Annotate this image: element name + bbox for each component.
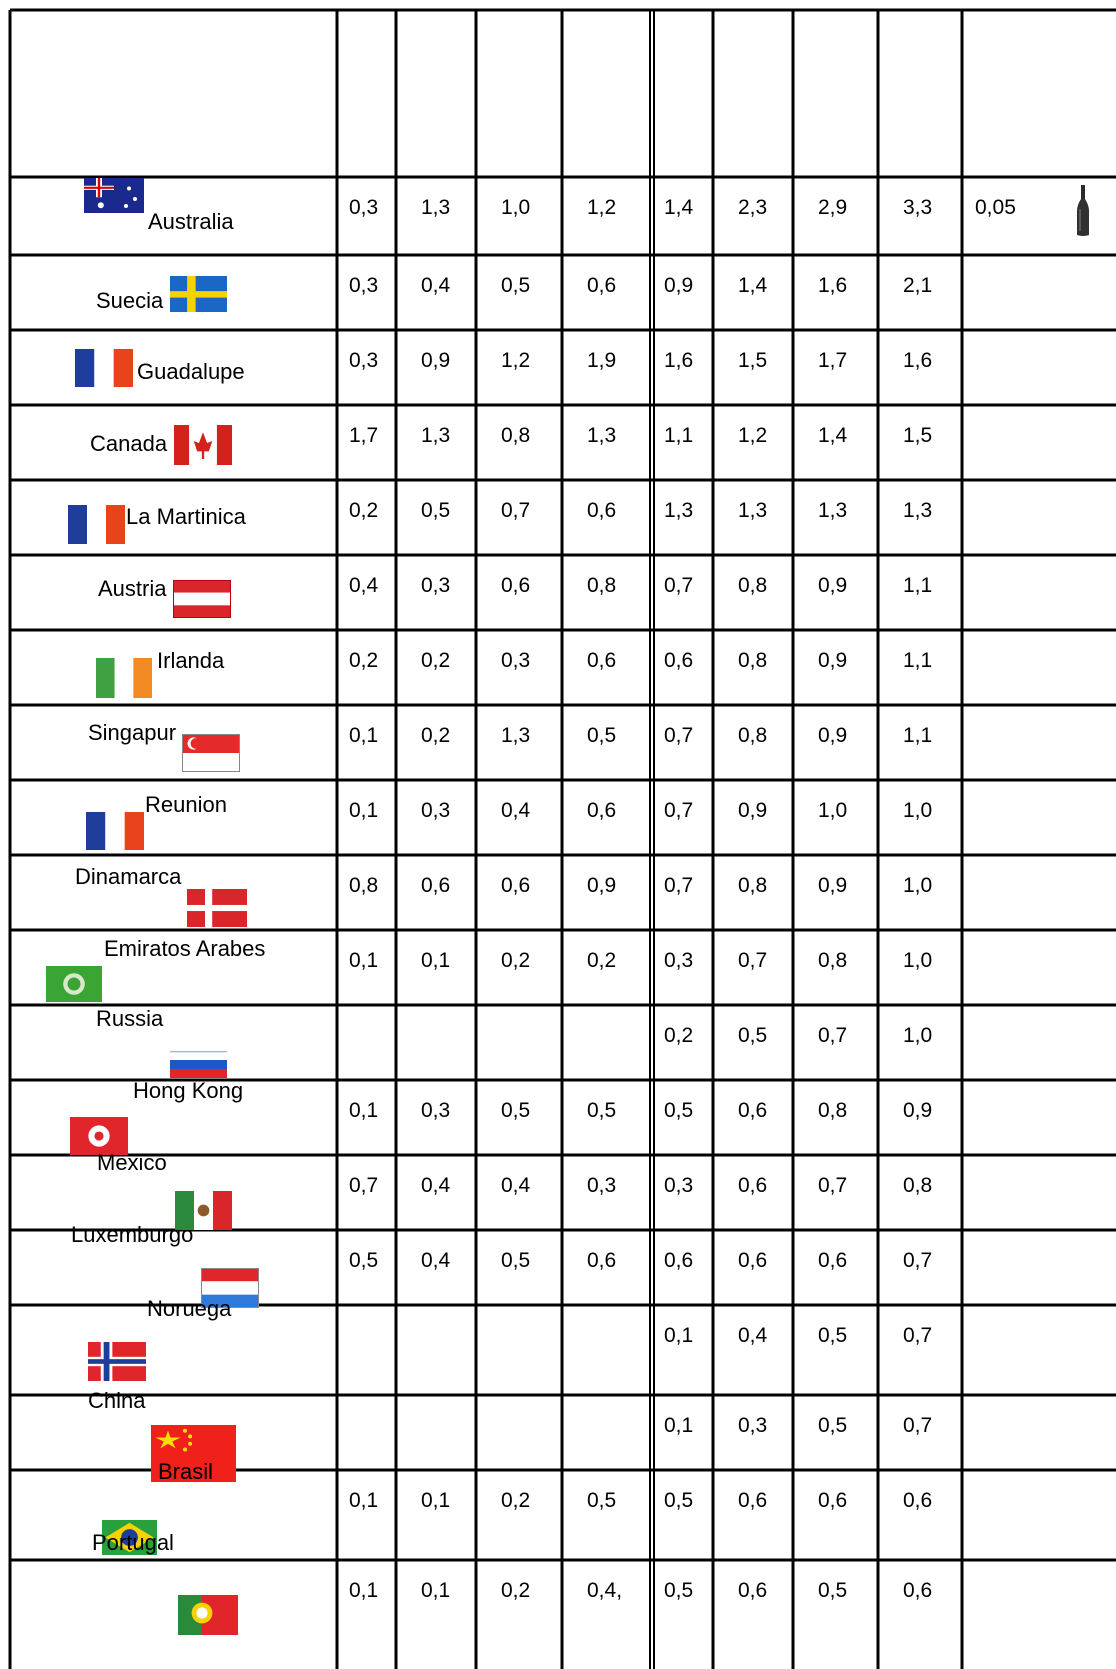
france-flag-icon xyxy=(86,812,144,850)
value-cell: 1,0 xyxy=(903,799,933,822)
value-cell: 0,3 xyxy=(349,196,379,219)
value-cell: 0,7 xyxy=(903,1324,933,1347)
country-name: Hong Kong xyxy=(133,1078,244,1103)
value-cell: 1,0 xyxy=(903,1024,933,1047)
value-cell: 2,1 xyxy=(903,274,933,297)
wine-bottle-icon xyxy=(1076,185,1090,242)
value-cell: 1,1 xyxy=(903,649,933,672)
value-cell: 0,7 xyxy=(818,1174,848,1197)
value-cell: 0,8 xyxy=(738,724,768,747)
country-name: Guadalupe xyxy=(137,359,245,384)
value-cell: 0,4, xyxy=(587,1579,623,1602)
value-cell: 0,6 xyxy=(738,1174,768,1197)
value-cell: 0,3 xyxy=(349,349,379,372)
value-cell: 0,7 xyxy=(501,499,531,522)
portugal-flag-icon xyxy=(178,1595,238,1635)
value-cell: 0,7 xyxy=(738,949,768,972)
value-cell: 0,8 xyxy=(903,1174,933,1197)
value-cell: 1,3 xyxy=(664,499,694,522)
value-cell: 0,2 xyxy=(501,1489,531,1512)
value-cell: 0,5 xyxy=(818,1324,848,1347)
value-cell: 0,5 xyxy=(664,1099,694,1122)
value-cell: 0,3 xyxy=(421,799,451,822)
value-cell: 0,6 xyxy=(903,1579,933,1602)
value-cell: 0,6 xyxy=(738,1099,768,1122)
value-cell: 0,4 xyxy=(421,1174,451,1197)
russia-flag-icon xyxy=(170,1051,227,1078)
value-cell: 1,9 xyxy=(587,349,617,372)
value-cell: 0,6 xyxy=(421,874,451,897)
value-cell: 0,1 xyxy=(421,949,451,972)
value-cell: 0,8 xyxy=(349,874,379,897)
value-cell: 0,8 xyxy=(501,424,531,447)
value-cell: 0,5 xyxy=(501,274,531,297)
country-name: Mexico xyxy=(97,1150,167,1175)
value-cell: 0,1 xyxy=(349,799,379,822)
value-cell: 1,4 xyxy=(818,424,848,447)
value-cell: 1,1 xyxy=(903,724,933,747)
value-cell: 0,6 xyxy=(903,1489,933,1512)
norway-flag-icon xyxy=(88,1342,146,1381)
value-cell: 0,4 xyxy=(501,799,531,822)
value-cell: 0,6 xyxy=(501,574,531,597)
value-cell: 1,3 xyxy=(903,499,933,522)
value-cell: 0,1 xyxy=(349,1579,379,1602)
singapore-flag-icon xyxy=(182,734,240,772)
value-cell: 0,2 xyxy=(587,949,617,972)
value-cell: 0,2 xyxy=(421,724,451,747)
value-cell: 0,3 xyxy=(664,1174,694,1197)
value-cell: 0,4 xyxy=(501,1174,531,1197)
australia-flag-icon xyxy=(84,178,144,213)
value-cell: 0,6 xyxy=(587,274,617,297)
value-cell: 0,7 xyxy=(664,799,694,822)
value-cell: 3,3 xyxy=(903,196,933,219)
country-name: Noruega xyxy=(147,1296,232,1321)
country-name: Russia xyxy=(96,1006,164,1031)
value-cell: 0,7 xyxy=(664,574,694,597)
value-cell: 0,5 xyxy=(818,1414,848,1437)
value-cell: 1,3 xyxy=(587,424,617,447)
value-cell: 0,1 xyxy=(664,1324,694,1347)
value-cell: 0,6 xyxy=(587,649,617,672)
value-cell: 0,6 xyxy=(587,1249,617,1272)
value-cell: 0,1 xyxy=(664,1414,694,1437)
value-cell: 0,4 xyxy=(349,574,379,597)
value-cell: 0,4 xyxy=(421,274,451,297)
value-cell: 0,8 xyxy=(818,949,848,972)
value-cell: 1,5 xyxy=(738,349,768,372)
value-cell: 0,5 xyxy=(738,1024,768,1047)
country-name: Canada xyxy=(90,431,168,456)
value-cell: 0,3 xyxy=(349,274,379,297)
country-name: China xyxy=(88,1388,146,1413)
value-cell: 1,2 xyxy=(501,349,531,372)
value-cell: 0,4 xyxy=(421,1249,451,1272)
value-cell: 0,9 xyxy=(587,874,617,897)
value-cell: 1,7 xyxy=(818,349,848,372)
value-cell: 0,9 xyxy=(818,649,848,672)
value-cell: 0,2 xyxy=(664,1024,694,1047)
value-cell: 0,1 xyxy=(349,949,379,972)
country-name: Austria xyxy=(98,576,167,601)
value-cell: 0,8 xyxy=(738,649,768,672)
value-cell: 0,5 xyxy=(587,1489,617,1512)
value-cell: 0,9 xyxy=(738,799,768,822)
value-cell: 2,3 xyxy=(738,196,768,219)
value-cell: 0,6 xyxy=(664,649,694,672)
value-cell: 0,3 xyxy=(421,1099,451,1122)
value-cell: 0,5 xyxy=(421,499,451,522)
value-cell: 0,5 xyxy=(349,1249,379,1272)
value-cell: 0,6 xyxy=(587,499,617,522)
value-cell: 0,8 xyxy=(738,574,768,597)
value-cell: 0,3 xyxy=(501,649,531,672)
france-flag-icon xyxy=(75,349,133,387)
value-cell: 0,9 xyxy=(903,1099,933,1122)
value-cell: 1,0 xyxy=(818,799,848,822)
value-cell: 0,7 xyxy=(818,1024,848,1047)
country-name: Luxemburgo xyxy=(71,1222,194,1247)
value-cell: 0,3 xyxy=(421,574,451,597)
value-cell: 2,9 xyxy=(818,196,848,219)
value-cell: 0,9 xyxy=(421,349,451,372)
value-cell: 0,8 xyxy=(738,874,768,897)
value-cell: 0,1 xyxy=(349,1099,379,1122)
value-cell: 0,3 xyxy=(664,949,694,972)
value-cell: 0,9 xyxy=(664,274,694,297)
value-cell: 0,2 xyxy=(349,499,379,522)
value-cell: 1,3 xyxy=(501,724,531,747)
value-cell: 0,6 xyxy=(738,1579,768,1602)
value-cell: 1,6 xyxy=(664,349,694,372)
country-name: La Martinica xyxy=(126,504,246,529)
value-cell: 1,0 xyxy=(903,949,933,972)
country-name: Suecia xyxy=(96,288,164,313)
country-name: Irlanda xyxy=(157,648,225,673)
value-cell: 1,0 xyxy=(501,196,531,219)
value-cell: 0,2 xyxy=(349,649,379,672)
value-cell: 1,3 xyxy=(818,499,848,522)
value-cell: 0,9 xyxy=(818,874,848,897)
value-cell: 1,0 xyxy=(903,874,933,897)
value-cell: 1,7 xyxy=(349,424,379,447)
country-name: Dinamarca xyxy=(75,864,182,889)
value-cell: 0,1 xyxy=(421,1579,451,1602)
value-cell: 0,7 xyxy=(903,1249,933,1272)
value-cell: 1,6 xyxy=(818,274,848,297)
country-name: Reunion xyxy=(145,792,227,817)
value-cell: 0,2 xyxy=(421,649,451,672)
value-cell: 0,5 xyxy=(587,1099,617,1122)
value-cell: 0,1 xyxy=(421,1489,451,1512)
value-cell: 1,6 xyxy=(903,349,933,372)
value-cell: 1,4 xyxy=(738,274,768,297)
austria-flag-icon xyxy=(173,580,231,618)
canada-flag-icon xyxy=(174,425,232,465)
value-cell: 0,6 xyxy=(587,799,617,822)
value-cell: 1,4 xyxy=(664,196,694,219)
sweden-flag-icon xyxy=(170,276,227,312)
value-cell: 0,3 xyxy=(738,1414,768,1437)
value-cell: 0,1 xyxy=(349,724,379,747)
value-cell: 0,7 xyxy=(664,874,694,897)
value-cell: 0,6 xyxy=(501,874,531,897)
value-cell: 0,6 xyxy=(664,1249,694,1272)
value-cell: 1,5 xyxy=(903,424,933,447)
value-cell: 0,5 xyxy=(501,1099,531,1122)
value-cell: 0,6 xyxy=(818,1249,848,1272)
value-cell: 0,4 xyxy=(738,1324,768,1347)
denmark-flag-icon xyxy=(187,889,247,927)
value-cell: 1,1 xyxy=(664,424,694,447)
value-cell: 1,3 xyxy=(421,196,451,219)
value-cell: 0,6 xyxy=(738,1489,768,1512)
value-cell: 1,3 xyxy=(421,424,451,447)
value-cell: 0,5 xyxy=(664,1489,694,1512)
country-name: Singapur xyxy=(88,720,177,745)
france-flag-icon xyxy=(68,505,125,544)
value-cell: 0,9 xyxy=(818,724,848,747)
value-cell: 1,2 xyxy=(738,424,768,447)
value-cell: 1,1 xyxy=(903,574,933,597)
value-cell: 1,2 xyxy=(587,196,617,219)
country-name: Australia xyxy=(148,209,234,234)
value-cell: 0,2 xyxy=(501,949,531,972)
value-cell: 0,7 xyxy=(664,724,694,747)
value-cell: 1,3 xyxy=(738,499,768,522)
value-cell: 0,5 xyxy=(818,1579,848,1602)
country-name: Brasil xyxy=(158,1459,214,1484)
value-cell: 0,6 xyxy=(738,1249,768,1272)
extra-value-cell: 0,05 xyxy=(975,196,1016,219)
value-cell: 0,3 xyxy=(587,1174,617,1197)
value-cell: 0,5 xyxy=(664,1579,694,1602)
country-name: Emiratos Arabes xyxy=(104,936,266,961)
value-cell: 0,2 xyxy=(501,1579,531,1602)
country-name: Portugal xyxy=(92,1530,174,1555)
value-cell: 0,8 xyxy=(818,1099,848,1122)
value-cell: 0,5 xyxy=(587,724,617,747)
value-cell: 0,8 xyxy=(587,574,617,597)
value-cell: 0,5 xyxy=(501,1249,531,1272)
ireland-flag-icon xyxy=(96,658,152,698)
emirates-flag-icon xyxy=(46,966,102,1002)
value-cell: 0,9 xyxy=(818,574,848,597)
value-cell: 0,7 xyxy=(903,1414,933,1437)
value-cell: 0,6 xyxy=(818,1489,848,1512)
value-cell: 0,1 xyxy=(349,1489,379,1512)
value-cell: 0,7 xyxy=(349,1174,379,1197)
